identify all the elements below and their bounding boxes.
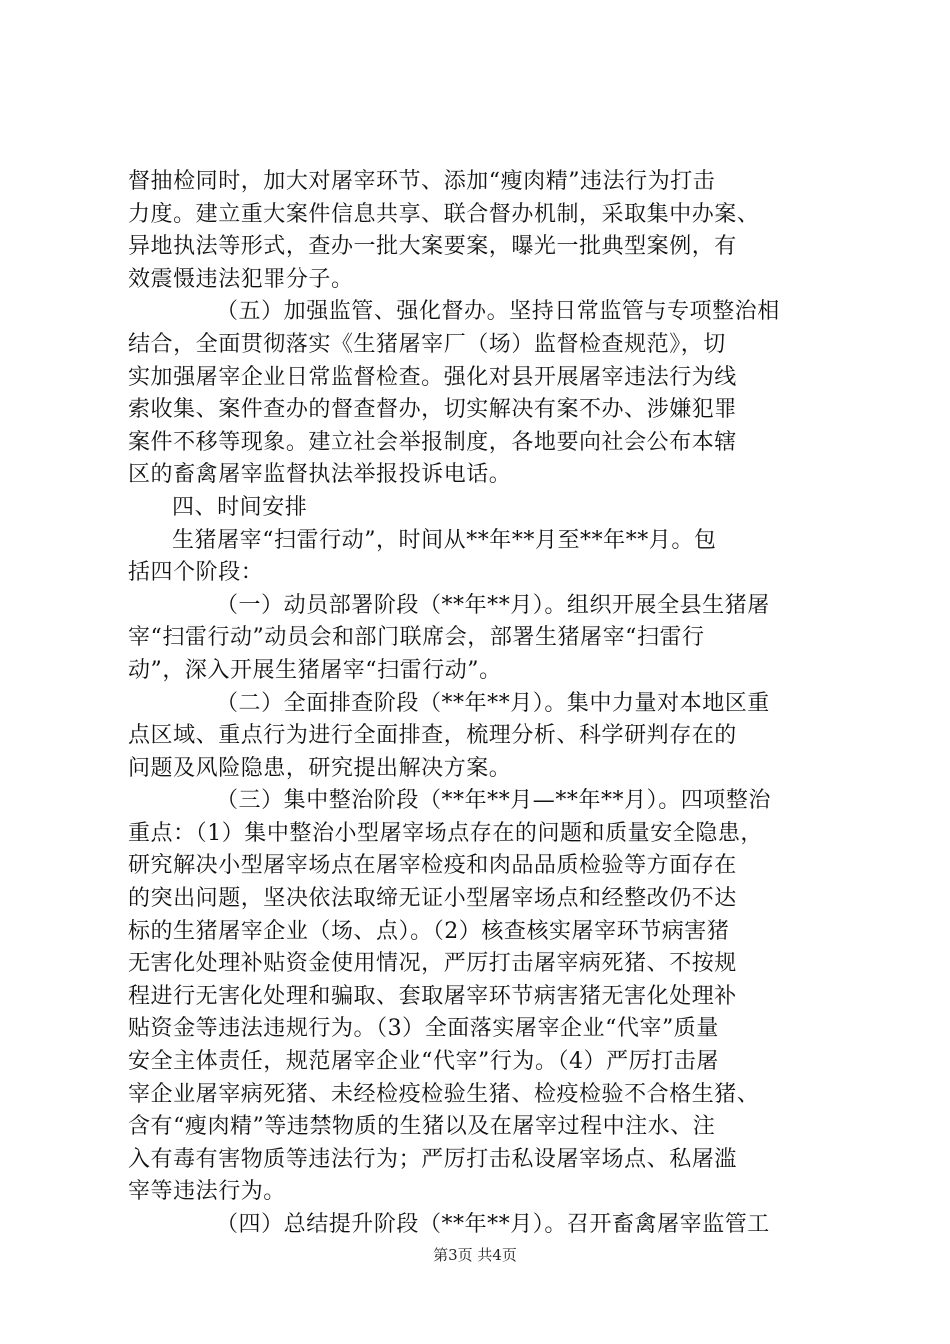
- text-line: 标的生猪屠宰企业（场、点）。（2）核查核实屠宰环节病害猪: [128, 918, 730, 944]
- text-line: 力度。建立重大案件信息共享、联合督办机制，采取集中办案、: [128, 201, 760, 227]
- text-line: 安全主体责任，规范屠宰企业“代宰”行为。（4）严厉打击屠: [128, 1049, 719, 1075]
- text-line: 索收集、案件查办的督查督办，切实解决有案不办、涉嫌犯罪: [128, 397, 737, 423]
- text-line: （二）全面排查阶段（**年**月）。集中力量对本地区重: [216, 690, 770, 716]
- text-line: （一）动员部署阶段（**年**月）。组织开展全县生猪屠: [216, 592, 770, 618]
- text-line: 无害化处理补贴资金使用情况，严厉打击屠宰病死猪、不按规: [128, 951, 737, 977]
- text-line: 实加强屠宰企业日常监督检查。强化对县开展屠宰违法行为线: [128, 364, 737, 390]
- text-line: 入有毒有害物质等违法行为；严厉打击私设屠宰场点、私屠滥: [128, 1146, 737, 1172]
- text-line: 效震慑违法犯罪分子。: [128, 266, 354, 292]
- text-line: 重点：（1）集中整治小型屠宰场点存在的问题和质量安全隐患，: [128, 820, 763, 846]
- text-line: 案件不移等现象。建立社会举报制度，各地要向社会公布本辖: [128, 429, 737, 455]
- text-line: 括四个阶段：: [128, 560, 264, 586]
- text-line: 程进行无害化处理和骗取、套取屠宰环节病害猪无害化处理补: [128, 983, 737, 1009]
- text-line: 宰等违法行为。: [128, 1179, 286, 1205]
- body-text: [128, 166, 830, 1242]
- text-line: 区的畜禽屠宰监督执法举报投诉电话。: [128, 462, 512, 488]
- text-line: 异地执法等形式，查办一批大案要案，曝光一批典型案例，有: [128, 234, 737, 260]
- text-line: 问题及风险隐患，研究提出解决方案。: [128, 755, 512, 781]
- text-line: 督抽检同时，加大对屠宰环节、添加“瘦肉精”违法行为打击: [128, 169, 716, 194]
- text-line: 宰企业屠宰病死猪、未经检疫检验生猪、检疫检验不合格生猪、: [128, 1081, 760, 1107]
- section-heading: 四、时间安排: [172, 494, 308, 520]
- text-line: 贴资金等违法违规行为。（3）全面落实屠宰企业“代宰”质量: [128, 1016, 719, 1042]
- text-line: 动”，深入开展生猪屠宰“扫雷行动”。: [128, 657, 502, 683]
- text-line: 点区域、重点行为进行全面排查，梳理分析、科学研判存在的: [128, 723, 737, 749]
- text-line: 结合，全面贯彻落实《生猪屠宰厂（场）监督检查规范》，切: [128, 331, 726, 357]
- text-line: （五）加强监管、强化督办。坚持日常监管与专项整治相: [216, 299, 780, 325]
- page-number-footer: 第3页 共4页: [433, 1246, 517, 1264]
- text-line: 研究解决小型屠宰场点在屠宰检疫和肉品品质检验等方面存在: [128, 853, 737, 879]
- text-line: 生猪屠宰“扫雷行动”，时间从**年**月至**年**月。包: [172, 527, 717, 553]
- text-line: 宰“扫雷行动”动员会和部门联席会，部署生猪屠宰“扫雷行: [128, 625, 705, 651]
- text-line: （三）集中整治阶段（**年**月—**年**月）。四项整治: [216, 788, 771, 814]
- text-line: 含有“瘦肉精”等违禁物质的生猪以及在屠宰过程中注水、注: [128, 1114, 716, 1140]
- text-line: 的突出问题，坚决依法取缔无证小型屠宰场点和经整改仍不达: [128, 886, 737, 912]
- text-line: （四）总结提升阶段（**年**月）。召开畜禽屠宰监管工: [216, 1212, 770, 1237]
